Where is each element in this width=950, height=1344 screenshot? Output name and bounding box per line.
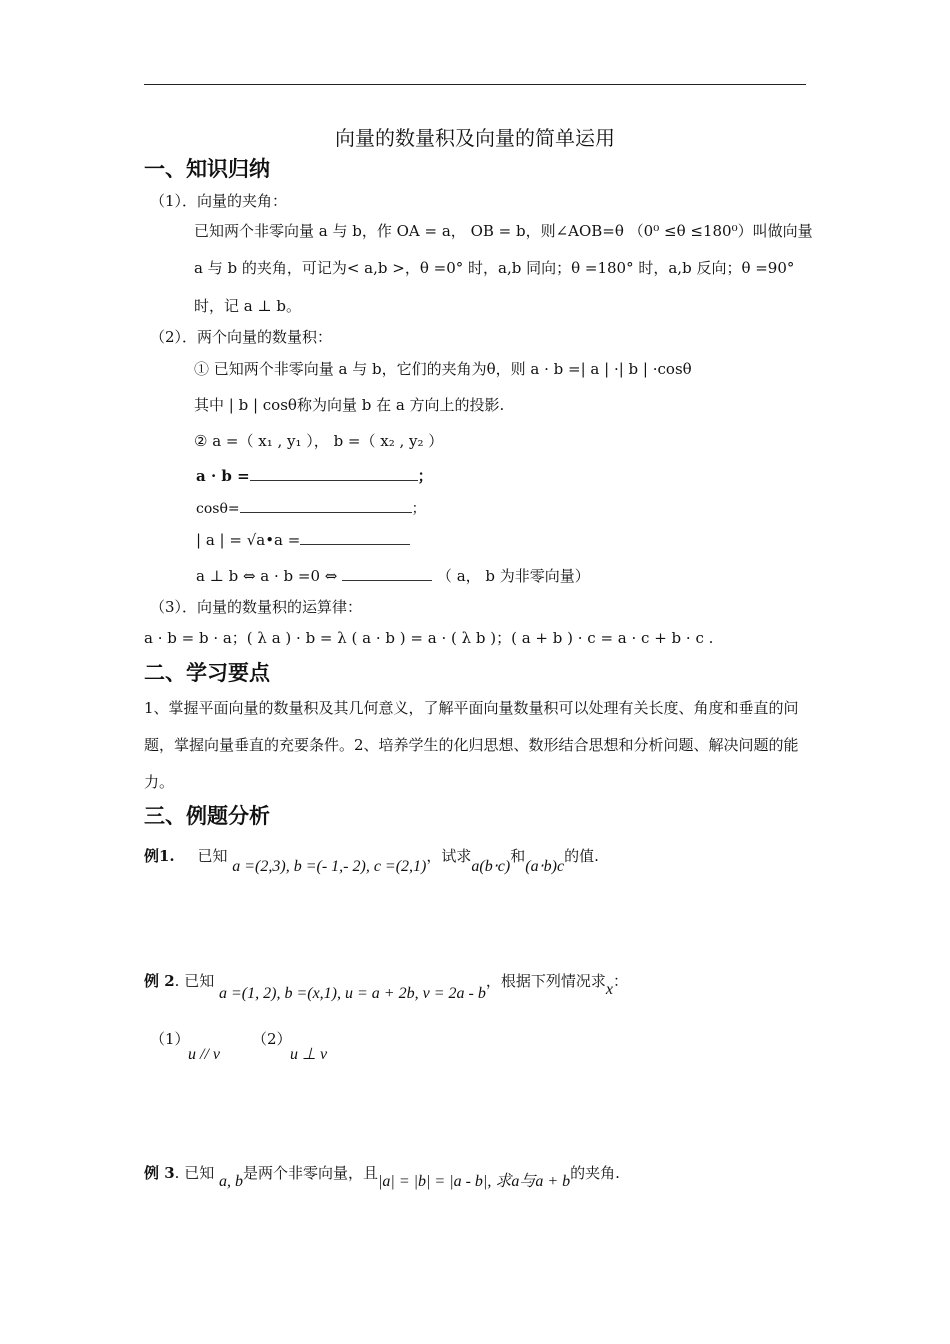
example-1-post: 的值. — [564, 847, 599, 865]
item2-line2: 其中 | b | cosθ称为向量 b 在 a 方向上的投影. — [194, 396, 505, 414]
perp-formula — [196, 566, 590, 586]
section-heading-key-points: 二、学习要点 — [144, 661, 270, 685]
example-2-vectors: a =(1, 2), b =(x,1), u = a + 2b, v = 2a - b — [219, 985, 486, 1002]
item2-line1: ① 已知两个非零向量 a 与 b，它们的夹角为θ，则 a · b =| a | ·| b | ·cosθ — [194, 360, 692, 378]
example-2-part2-label: （2） — [252, 1030, 292, 1048]
norm-label: | a | = √a•a = — [196, 531, 301, 549]
example-2-post: ，根据下列情况求 — [485, 972, 606, 990]
example-1-expr1: a(b⋅c) — [471, 858, 511, 875]
norm-formula — [196, 530, 410, 550]
cos-formula — [196, 498, 426, 519]
section-heading-knowledge: 一、知识归纳 — [144, 157, 270, 181]
item1-line1: 已知两个非零向量 a 与 b，作 OA = a， OB = b，则∠AOB=θ （0⁰ ≤θ ≤180⁰）叫做向量 — [194, 222, 813, 240]
item1-line2: a 与 b 的夹角，可记为< a,b >，θ =0° 时，a,b 同向；θ =180° 时，a,b 反向；θ =90° — [194, 259, 795, 277]
dot-product-end: ； — [417, 467, 433, 485]
perp-label: a ⊥ b ⇔ a · b =0 ⇔ — [196, 567, 338, 585]
item3-laws: a · b = b · a；( λ a ) · b = λ ( a · b ) = a · ( λ b )；( a + b ) · c = a · c + b · c . — [144, 629, 714, 647]
item1-label: （1）．向量的夹角： — [150, 192, 288, 210]
example-2-pre: . 已知 — [174, 972, 215, 990]
example-1-vectors: a =(2,3), b =(- 1,- 2), c =(2,1) — [232, 858, 427, 875]
example-2-part1-label: （1） — [150, 1030, 190, 1048]
example-3-label: 例 3 — [144, 1164, 175, 1182]
example-2-var: x — [605, 981, 613, 998]
example-3-condition: |a| = |b| = |a - b|, 求a与a + b — [378, 1173, 571, 1190]
example-2-part1-math: u // v — [188, 1046, 220, 1063]
norm-blank — [300, 530, 410, 545]
dot-product-blank — [250, 466, 418, 481]
example-1-and: 和 — [510, 847, 526, 865]
example-3-post: 的夹角. — [570, 1164, 620, 1182]
example-1-label: 例1. — [144, 847, 175, 865]
item3-label: （3）．向量的数量积的运算律： — [150, 598, 363, 616]
item1-line3: 时，记 a ⊥ b。 — [194, 297, 301, 315]
example-1 — [144, 846, 599, 875]
page-title: 向量的数量积及向量的简单运用 — [335, 126, 615, 150]
example-2-colon: ： — [612, 972, 628, 990]
cos-blank — [240, 498, 412, 513]
item2-label: （2）．两个向量的数量积： — [150, 328, 333, 346]
example-3-mid: 是两个非零向量，且 — [243, 1164, 379, 1182]
perp-blank — [342, 566, 432, 581]
dot-product-label: a · b = — [196, 467, 250, 485]
example-3-vectors: a, b — [219, 1173, 243, 1190]
example-3 — [144, 1163, 620, 1190]
dot-product-formula — [196, 466, 433, 486]
perp-note: （ a， b 为非零向量） — [436, 567, 590, 585]
example-1-mid: ，试求 — [426, 847, 472, 865]
item2-line3: ② a =（ x₁ , y₁ ）， b =（ x₂ , y₂ ） — [194, 432, 444, 450]
section-heading-examples: 三、例题分析 — [144, 804, 270, 828]
example-2-label: 例 2 — [144, 972, 175, 990]
example-2 — [144, 971, 628, 1002]
example-1-pre: 已知 — [197, 847, 228, 865]
cos-label: cosθ= — [196, 501, 240, 517]
key-points-text: 1、掌握平面向量的数量积及其几何意义，了解平面向量数量积可以处理有关长度、角度和垂直的问题，掌握向量垂直的充要条件。2、培养学生的化归思想、数形结合思想和分析问题、解决问题的能力。 — [144, 699, 799, 791]
example-3-pre: . 已知 — [174, 1164, 215, 1182]
example-2-part2-math: u ⊥ v — [290, 1046, 328, 1063]
example-1-expr2: (a⋅b)c — [525, 858, 565, 875]
cos-end: ； — [411, 501, 426, 517]
header-rule — [144, 84, 806, 85]
